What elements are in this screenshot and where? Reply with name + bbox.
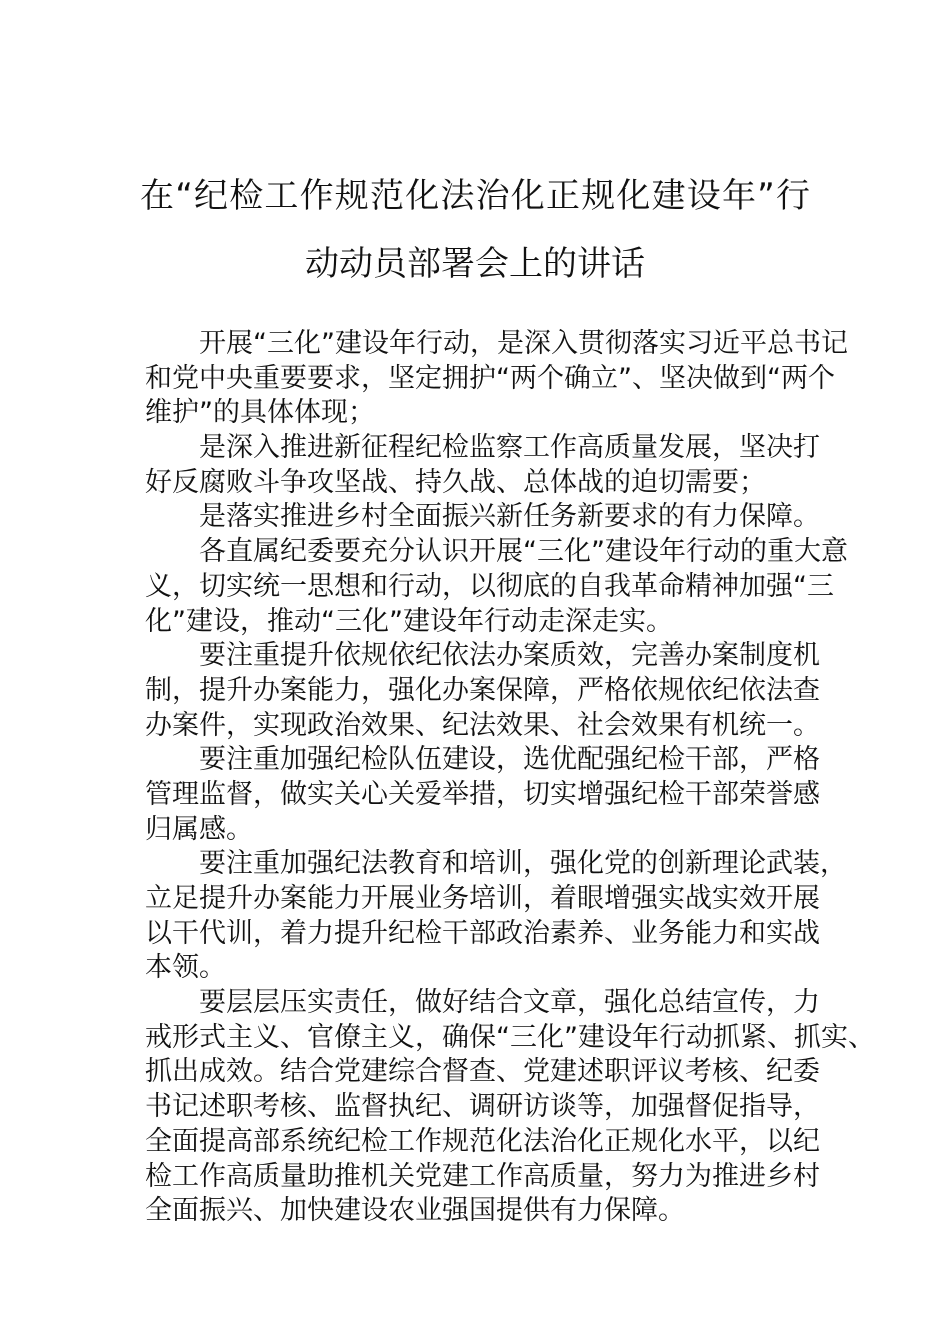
paragraph: [145, 500, 820, 535]
paragraph: [145, 535, 848, 639]
paragraph-line: 办案件，实现政治效果、纪法效果、社会效果有机统一。: [145, 709, 820, 741]
paragraph-line: 抓出成效。结合党建综合督查、党建述职评议考核、纪委: [145, 1056, 820, 1088]
paragraph-line: 书记述职考核、监督执纪、调研访谈等，加强督促指导，: [145, 1091, 820, 1123]
paragraph-line: 以干代训，着力提升纪检干部政治素养、业务能力和实战: [145, 917, 820, 949]
paragraph-line: 全面振兴、加快建设农业强国提供有力保障。: [145, 1195, 685, 1227]
paragraph-line: 本领。: [145, 952, 226, 984]
document-body: [145, 327, 875, 1229]
paragraph: [145, 847, 847, 986]
paragraph-line: 化”建设，推动“三化”建设年行动走深走实。: [145, 605, 673, 637]
paragraph: [145, 327, 848, 431]
paragraph: [145, 986, 875, 1229]
paragraph-line: 全面提高部系统纪检工作规范化法治化正规化水平，以纪: [145, 1125, 820, 1157]
paragraph-line: 维护”的具体体现；: [145, 397, 375, 429]
paragraph-line: 要层层压实责任，做好结合文章，强化总结宣传，力: [199, 987, 820, 1019]
paragraph-line: 和党中央重要要求，坚定拥护“两个确立”、坚决做到“两个: [145, 362, 835, 394]
paragraph-line: 义，切实统一思想和行动，以彻底的自我革命精神加强“三: [145, 570, 834, 602]
paragraph-line: 检工作高质量助推机关党建工作高质量，努力为推进乡村: [145, 1160, 820, 1192]
paragraph-line: 要注重加强纪检队伍建设，选优配强纪检干部，严格: [199, 744, 820, 776]
paragraph-line: 各直属纪委要充分认识开展“三化”建设年行动的重大意: [199, 536, 848, 568]
document-title-line-2: 动动员部署会上的讲话: [305, 244, 645, 284]
paragraph-line: 是深入推进新征程纪检监察工作高质量发展，坚决打: [199, 432, 820, 464]
paragraph-line: 管理监督，做实关心关爱举措，切实增强纪检干部荣誉感: [145, 778, 820, 810]
paragraph: [145, 431, 820, 500]
paragraph-line: 开展“三化”建设年行动，是深入贯彻落实习近平总书记: [199, 328, 848, 359]
paragraph-line: 归属感。: [145, 813, 253, 845]
document-title-line-1: 在“纪检工作规范化法治化正规化建设年”行: [140, 176, 810, 216]
paragraph-line: 是落实推进乡村全面振兴新任务新要求的有力保障。: [199, 501, 820, 533]
paragraph-line: 戒形式主义、官僚主义，确保“三化”建设年行动抓紧、抓实、: [145, 1021, 875, 1053]
paragraph: [145, 743, 820, 847]
paragraph-line: 立足提升办案能力开展业务培训，着眼增强实战实效开展: [145, 883, 820, 914]
paragraph-line: 好反腐败斗争攻坚战、持久战、总体战的迫切需要；: [145, 466, 766, 498]
paragraph-line: 制，提升办案能力，强化办案保障，严格依规依纪依法查: [145, 674, 820, 706]
paragraph-line: 要注重提升依规依纪依法办案质效，完善办案制度机: [199, 640, 820, 672]
paragraph: [145, 639, 820, 743]
paragraph-line: 要注重加强纪法教育和培训，强化党的创新理论武装，: [199, 848, 847, 880]
